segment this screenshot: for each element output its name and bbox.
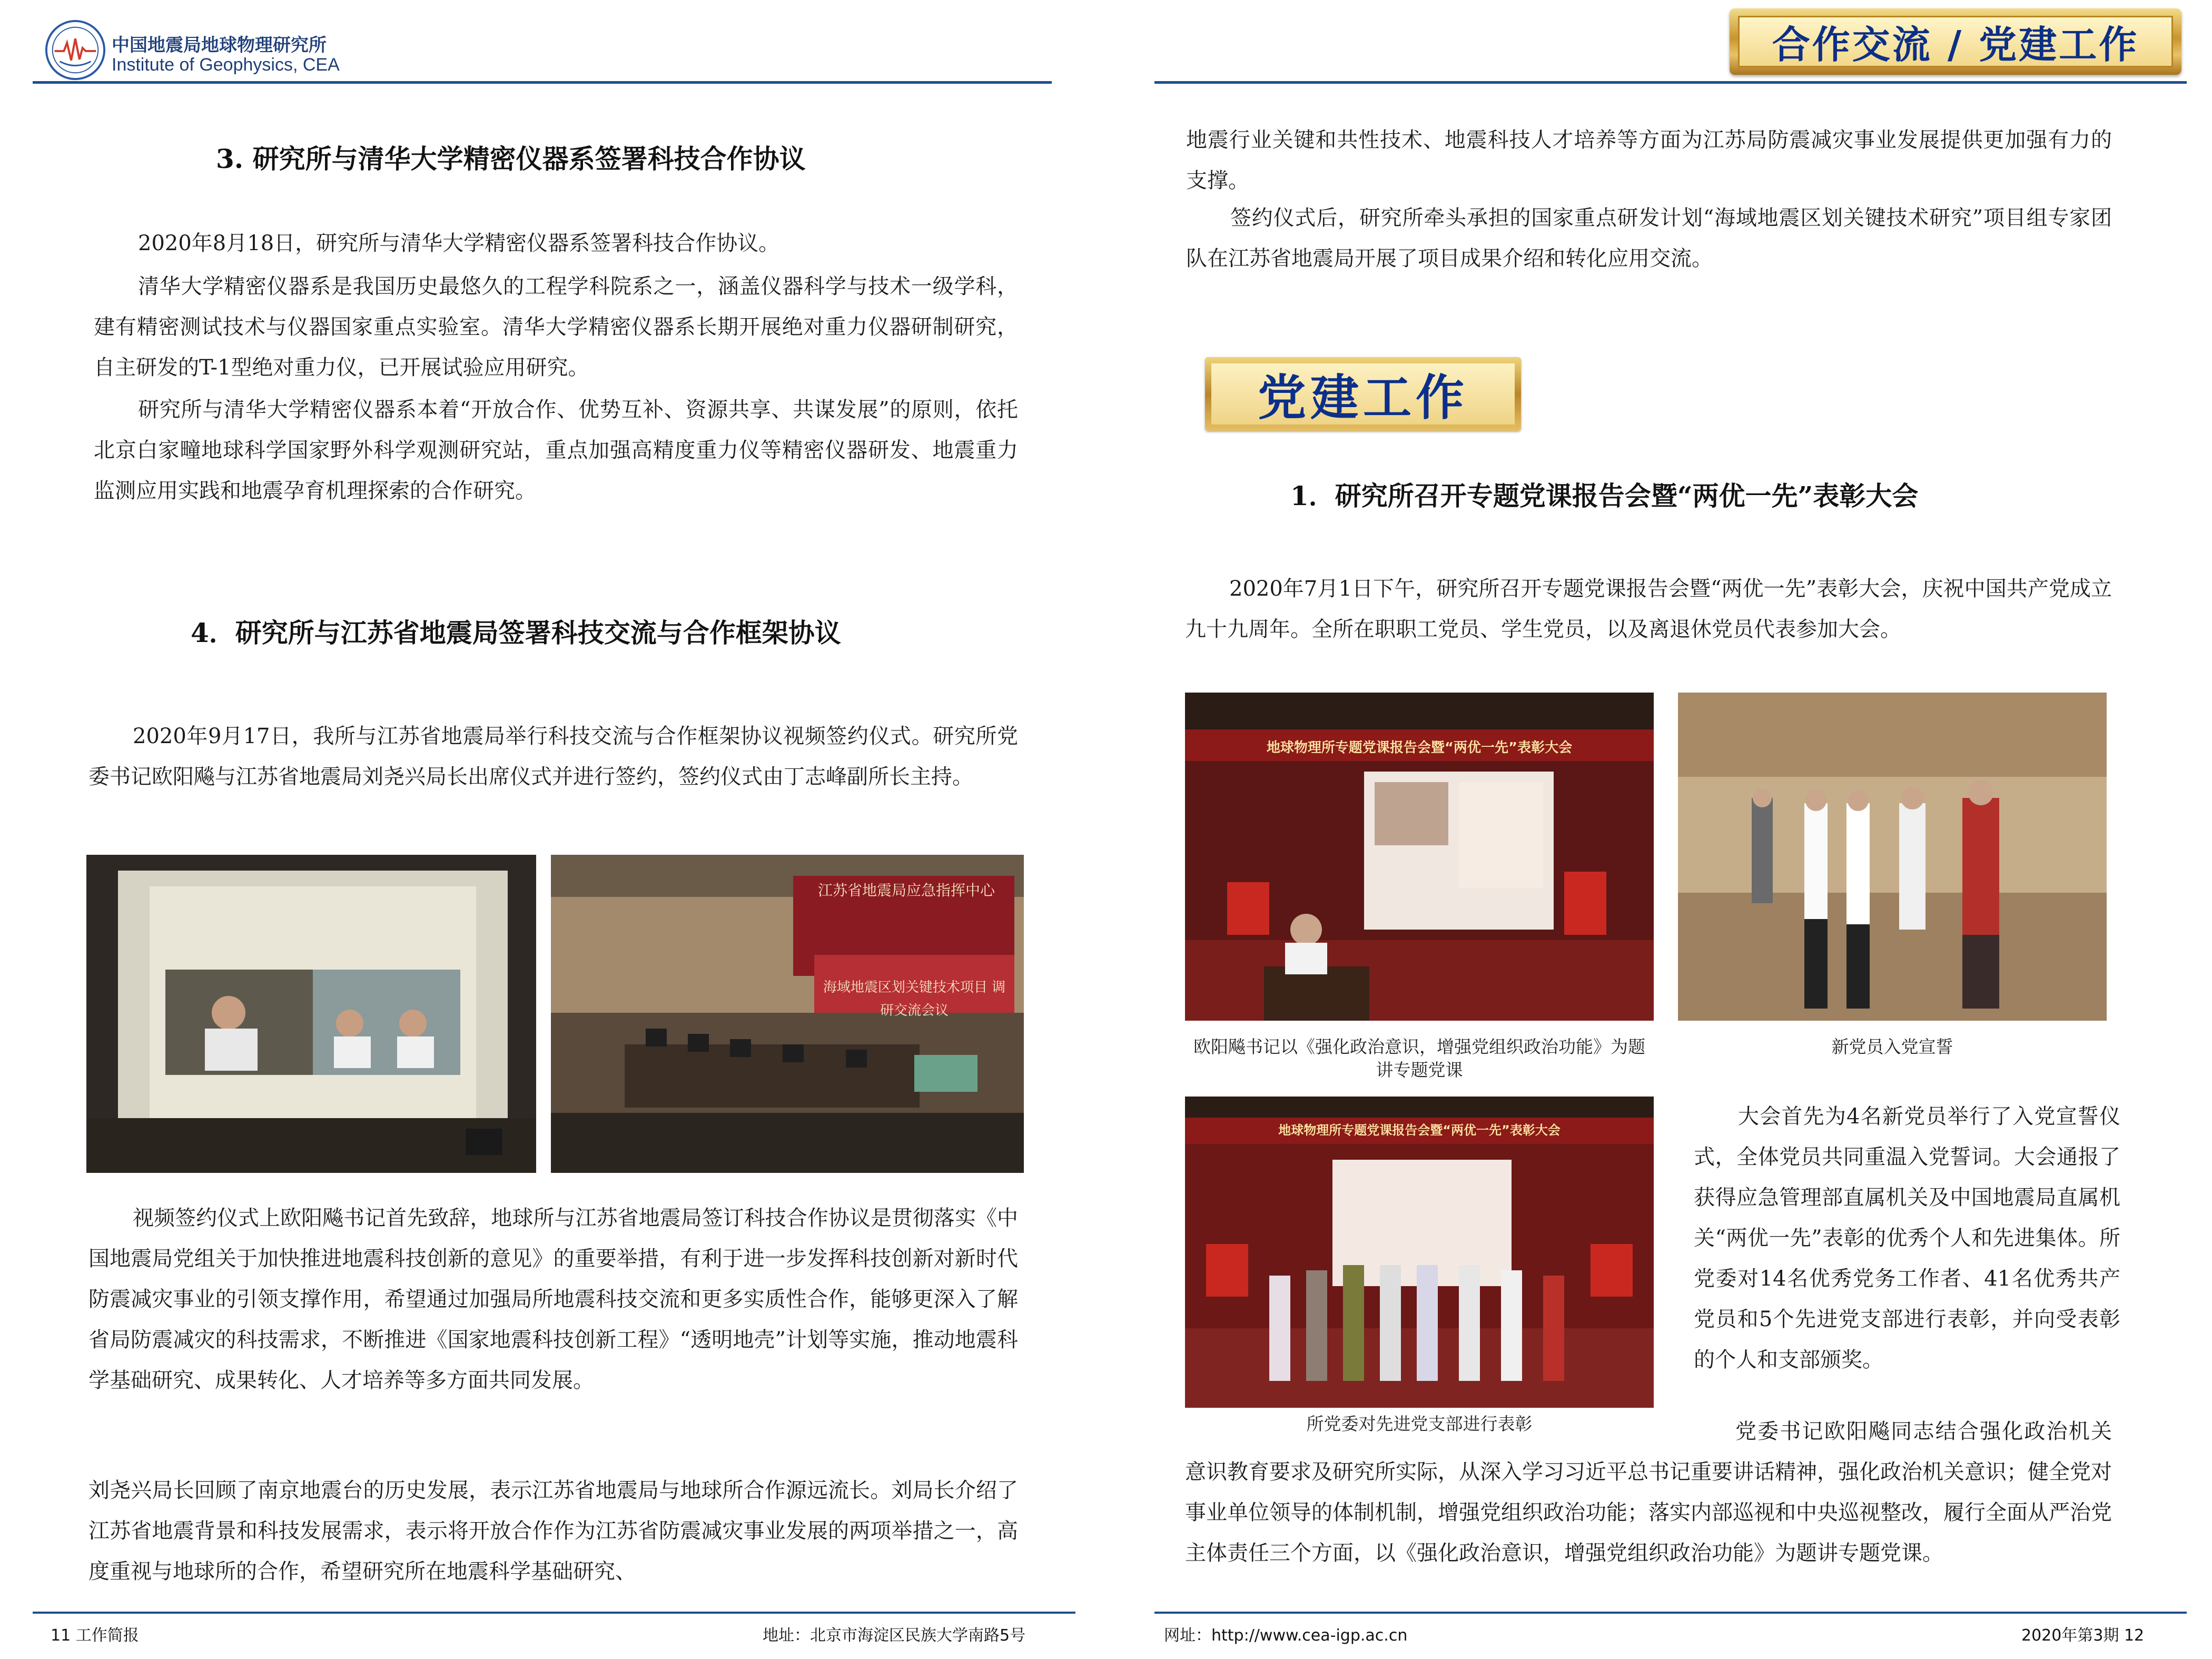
party-paragraph-3: 党委书记欧阳飚同志结合强化政治机关意识教育要求及研究所实际，从深入学习习近平总书记重要讲话精神，强化政治机关意识；健全党对事业单位领导的体制机制，增强党组织政治功能；落实内部巡视和中央巡视整改，履行全面从严治党主体责任三个方面，以《强化政治意识，增强党组织政治功能》为题讲专题党课。: [1185, 1419, 2112, 1565]
photo-banner-text: 江苏省地震局应急指挥中心: [817, 882, 995, 899]
party-paragraph-2: 大会首先为4名新党员举行了入党宣誓仪式，全体党员共同重温入党誓词。大会通报了获得应急管理部直属机关及中国地震局直属机关“两优一先”表彰的优秀个人和先进集体。所党委对14名优秀党务工作者、41名优秀共产党员和5个先进党支部进行表彰，并向受表彰的个人和支部颁奖。: [1694, 1104, 2120, 1372]
party-building-badge: [1205, 357, 1521, 431]
photo-screen-text: 海域地震区划关键技术项目 调研交流会议: [823, 980, 1006, 1019]
caption-lecture: 欧阳飚书记以《强化政治意识，增强党组织政治功能》为题讲专题党课: [1193, 1036, 1645, 1080]
s3-paragraph-3: 研究所与清华大学精密仪器系本着“开放合作、优势互补、资源共享、共谋发展”的原则，依托北京白家疃地球科学国家野外科学观测研究站，重点加强高精度重力仪等精密仪器研发、地震重力监测应用实践和地震孕育机理探索的合作研究。: [94, 398, 1018, 503]
s4-paragraph-1: 2020年9月17日，我所与江苏省地震局举行科技交流与合作框架协议视频签约仪式。研究所党委书记欧阳飚与江苏省地震局刘尧兴局长出席仪式并进行签约，签约仪式由丁志峰副所长主持。: [88, 724, 1018, 789]
org-name-cn: 中国地震局地球物理研究所: [112, 35, 327, 56]
institute-logo: [44, 19, 106, 81]
caption-award: 所党委对先进党支部进行表彰: [1306, 1414, 1533, 1434]
s3-paragraph-1: 2020年8月18日，研究所与清华大学精密仪器系签署科技合作协议。: [138, 231, 780, 255]
section-title-plaque: [1730, 8, 2181, 75]
s3-paragraph-2: 清华大学精密仪器系是我国历史最悠久的工程学科院系之一，涵盖仪器科学与技术一级学科，建有精密测试技术与仪器国家重点实验室。清华大学精密仪器系长期开展绝对重力仪器研制研究，自主研发的T-1型绝对重力仪，已开展试验应用研究。: [94, 274, 1018, 380]
cont-paragraph-1: 地震行业关键和共性技术、地震科技人才培养等方面为江苏局防震减灾事业发展提供更加强有力的支撑。: [1186, 128, 2112, 193]
footer-url: 网址：http://www.cea-igp.ac.cn: [1164, 1626, 1408, 1645]
header-rule: [33, 81, 1052, 84]
photo-party-award: [1185, 1097, 1654, 1408]
footer-rule-right: [1154, 1612, 2187, 1614]
s4-paragraph-2: 视频签约仪式上欧阳飚书记首先致辞，地球所与江苏省地震局签订科技合作协议是贯彻落实《中国地震局党组关于加快推进地震科技创新的意见》的重要举措，有利于进一步发挥科技创新对新时代防震减灾事业的引领支撑作用，希望通过加强局所地震科技交流和更多实质性合作，能够更深入了解省局防震减灾的科技需求，不断推进《国家地震科技创新工程》“透明地壳”计划等实施，推动地震科学基础研究、成果转化、人才培养等多方面共同发展。: [88, 1206, 1018, 1393]
right-page: [1106, 0, 2212, 1659]
section-title: 合作交流 / 党建工作: [1772, 23, 2139, 67]
photo-1-banner: 地球物理所专题党课报告会暨“两优一先”表彰大会: [1266, 740, 1573, 756]
org-name-en: Institute of Geophysics, CEA: [112, 55, 340, 75]
footer-rule: [33, 1612, 1075, 1614]
footer-issue: 2020年第3期 12: [2021, 1626, 2145, 1645]
cont-paragraph-2: 签约仪式后，研究所牵头承担的国家重点研发计划“海域地震区划关键技术研究”项目组专家团队在江苏省地震局开展了项目成果介绍和转化应用交流。: [1186, 206, 2112, 271]
section-3-heading: 3. 研究所与清华大学精密仪器系签署科技合作协议: [216, 143, 806, 174]
section-4-heading: 4．研究所与江苏省地震局签署科技交流与合作框架协议: [191, 617, 841, 648]
party-paragraph-1: 2020年7月1日下午，研究所召开专题党课报告会暨“两优一先”表彰大会，庆祝中国共产党成立九十九周年。全所在职职工党员、学生党员，以及离退休党员代表参加大会。: [1185, 577, 2112, 641]
photo-party-lecture: [1185, 693, 1654, 1021]
photo-party-oath: [1678, 693, 2107, 1021]
header-rule-right: [1154, 81, 2187, 84]
party-section-1-heading: 1．研究所召开专题党课报告会暨“两优一先”表彰大会: [1290, 480, 1919, 511]
footer-address: 地址：北京市海淀区民族大学南路5号: [763, 1626, 1026, 1645]
photo-3-banner: 地球物理所专题党课报告会暨“两优一先”表彰大会: [1278, 1123, 1561, 1138]
party-building-label: 党建工作: [1257, 370, 1468, 426]
photo-video-signing: [86, 855, 536, 1173]
caption-oath: 新党员入党宣誓: [1831, 1036, 1953, 1057]
s4-paragraph-3: 刘尧兴局长回顾了南京地震台的历史发展，表示江苏省地震局与地球所合作源远流长。刘局长介绍了江苏省地震背景和科技发展需求，表示将开放合作作为江苏省防震减灾事业发展的两项举措之一，高度重视与地球所的合作，希望研究所在地震科学基础研究、: [88, 1478, 1018, 1584]
footer-page-left: 11 工作简报: [51, 1626, 139, 1645]
photo-conference-room: [551, 855, 1024, 1173]
